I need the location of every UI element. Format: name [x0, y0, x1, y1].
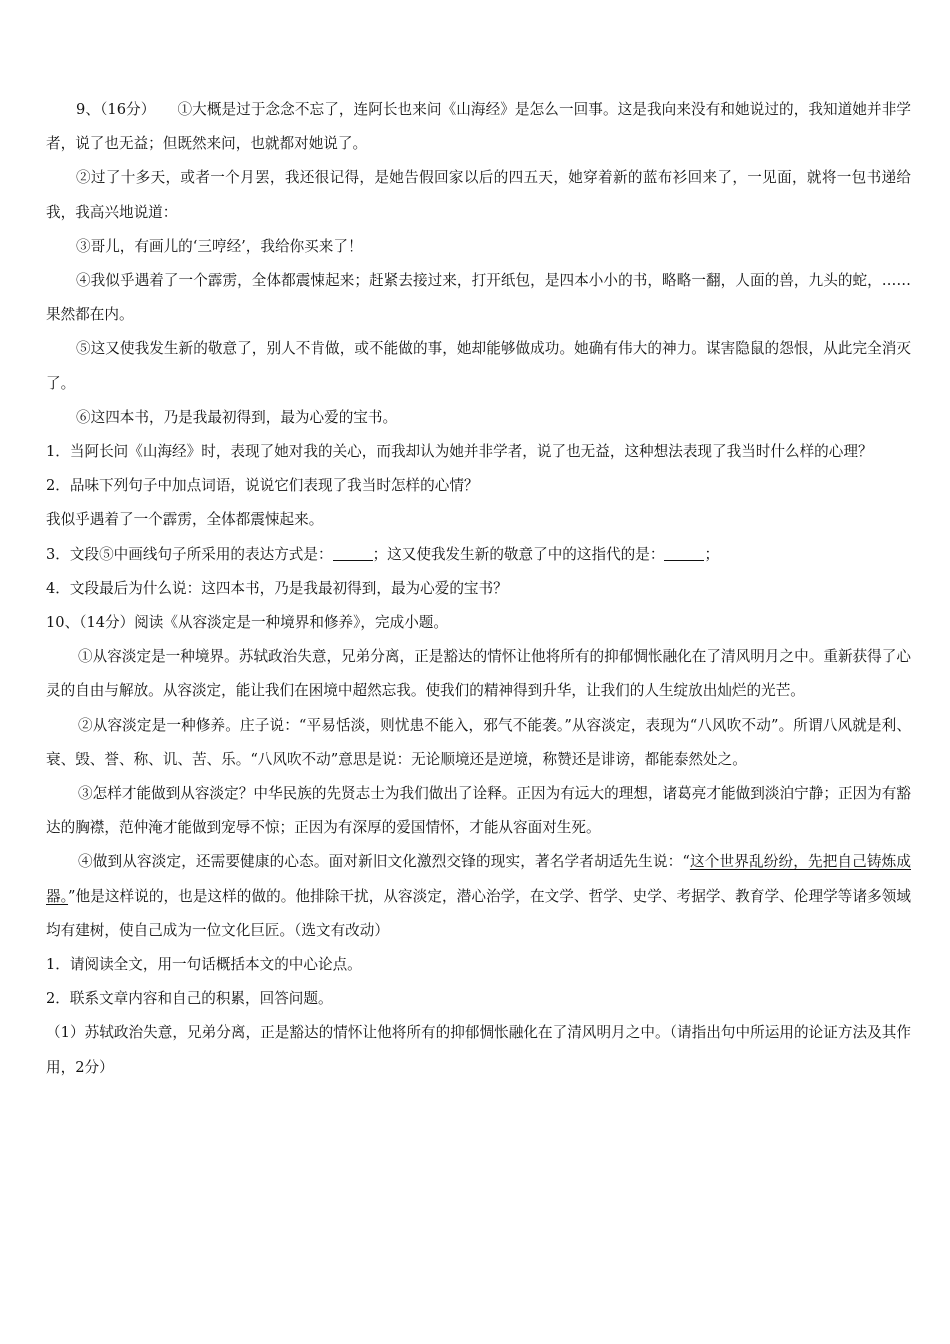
q9-subquestion-1: 1．当阿长问《山海经》时，表现了她对我的关心，而我却认为她并非学者，说了也无益，这种想法表现了我当时什么样的心理？	[46, 443, 873, 461]
q9-paragraph-4: ④我似乎遇着了一个霹雳，全体都震悚起来；赶紧去接过来，打开纸包，是四本小小的书，略略一翻，人面的兽，九头的蛇，……果然都在内。	[46, 272, 911, 324]
q10-subquestion-2-1: （1）苏轼政治失意，兄弟分离，正是豁达的情怀让他将所有的抑郁惆怅融化在了清风明月之中。（请指出句中所运用的论证方法及其作用，2分）	[46, 1024, 911, 1076]
q10-paragraph-3: ③怎样才能做到从容淡定？中华民族的先贤志士为我们做出了诠释。正因为有远大的理想，诸葛亮才能做到淡泊宁静；正因为有豁达的胸襟，范仲淹才能做到宠辱不惊；正因为有深厚的爱国情怀，才能从容面对生死。	[46, 785, 911, 837]
q9-paragraph-2: ②过了十多天，或者一个月罢，我还很记得，是她告假回家以后的四五天，她穿着新的蓝布衫回来了，一见面，就将一包书递给我，我高兴地说道：	[46, 169, 911, 221]
q10-paragraph-1: ①从容淡定是一种境界。苏轼政治失意，兄弟分离，正是豁达的情怀让他将所有的抑郁惆怅融化在了清风明月之中。重新获得了心灵的自由与解放。从容淡定，能让我们在困境中超然忘我。使我们的精神得到升华，让我们的人生绽放出灿烂的光芒。	[46, 648, 911, 700]
q10-paragraph-4: ④做到从容淡定，还需要健康的心态。面对新旧文化激烈交锋的现实，著名学者胡适先生说：“这个世界乱纷纷，先把自己铸炼成器。”他是这样说的，也是这样的做的。他排除干扰，从容淡定，潜心治学，在文学、哲学、史学、考据学、教育学、伦理学等诸多领域均有建树，使自己成为一位文化巨匠。（选文有改动）	[46, 853, 912, 939]
q9-subquestion-2-sentence: 我似乎遇着了一个霹雳，全体都震悚起来。	[46, 511, 324, 529]
q9-paragraph-1: 9、（16分） ①大概是过于念念不忘了，连阿长也来问《山海经》是怎么一回事。这是我向来没有和她说过的，我知道她并非学者，说了也无益；但既然来问，也就都对她说了。	[46, 101, 911, 153]
q10-subquestion-2: 2．联系文章内容和自己的积累，回答问题。	[46, 990, 333, 1008]
q9-subquestion-3: 3．文段⑤中画线句子所采用的表达方式是： ；这又使我发生新的敬意了中的这指代的是： ；	[46, 545, 720, 563]
q9-paragraph-5: ⑤这又使我发生新的敬意了，别人不肯做，或不能做的事，她却能够做成功。她确有伟大的神力。谋害隐鼠的怨恨，从此完全消灭了。	[46, 340, 911, 392]
q10-heading: 10、（14分）阅读《从容淡定是一种境界和修养》，完成小题。	[46, 614, 448, 632]
q10-paragraph-2: ②从容淡定是一种修养。庄子说：“平易恬淡，则忧患不能入，邪气不能袭。”从容淡定，表现为“八风吹不动”。所谓八风就是利、衰、毁、誉、称、讥、苦、乐。“八风吹不动”意思是说：无论顺境还是逆境，称赞还是诽谤，都能泰然处之。	[46, 716, 911, 768]
answer-blank[interactable]	[664, 545, 704, 561]
answer-blank[interactable]	[333, 545, 373, 561]
q9-paragraph-6: ⑥这四本书，乃是我最初得到，最为心爱的宝书。	[76, 408, 398, 426]
q10-subquestion-1: 1．请阅读全文，用一句话概括本文的中心论点。	[46, 956, 362, 974]
underlined-quote: 这个世界乱纷纷，先把自己铸炼成器。	[46, 853, 911, 905]
q9-paragraph-3: ③哥儿，有画儿的‘三哼经’，我给你买来了！	[76, 237, 363, 255]
exam-page	[46, 93, 911, 1085]
q9-subquestion-4: 4．文段最后为什么说：这四本书，乃是我最初得到，最为心爱的宝书？	[46, 579, 508, 597]
q9-number: 9、（16分）	[76, 101, 156, 118]
q9-subquestion-2: 2．品味下列句子中加点词语，说说它们表现了我当时怎样的心情？	[46, 477, 479, 495]
